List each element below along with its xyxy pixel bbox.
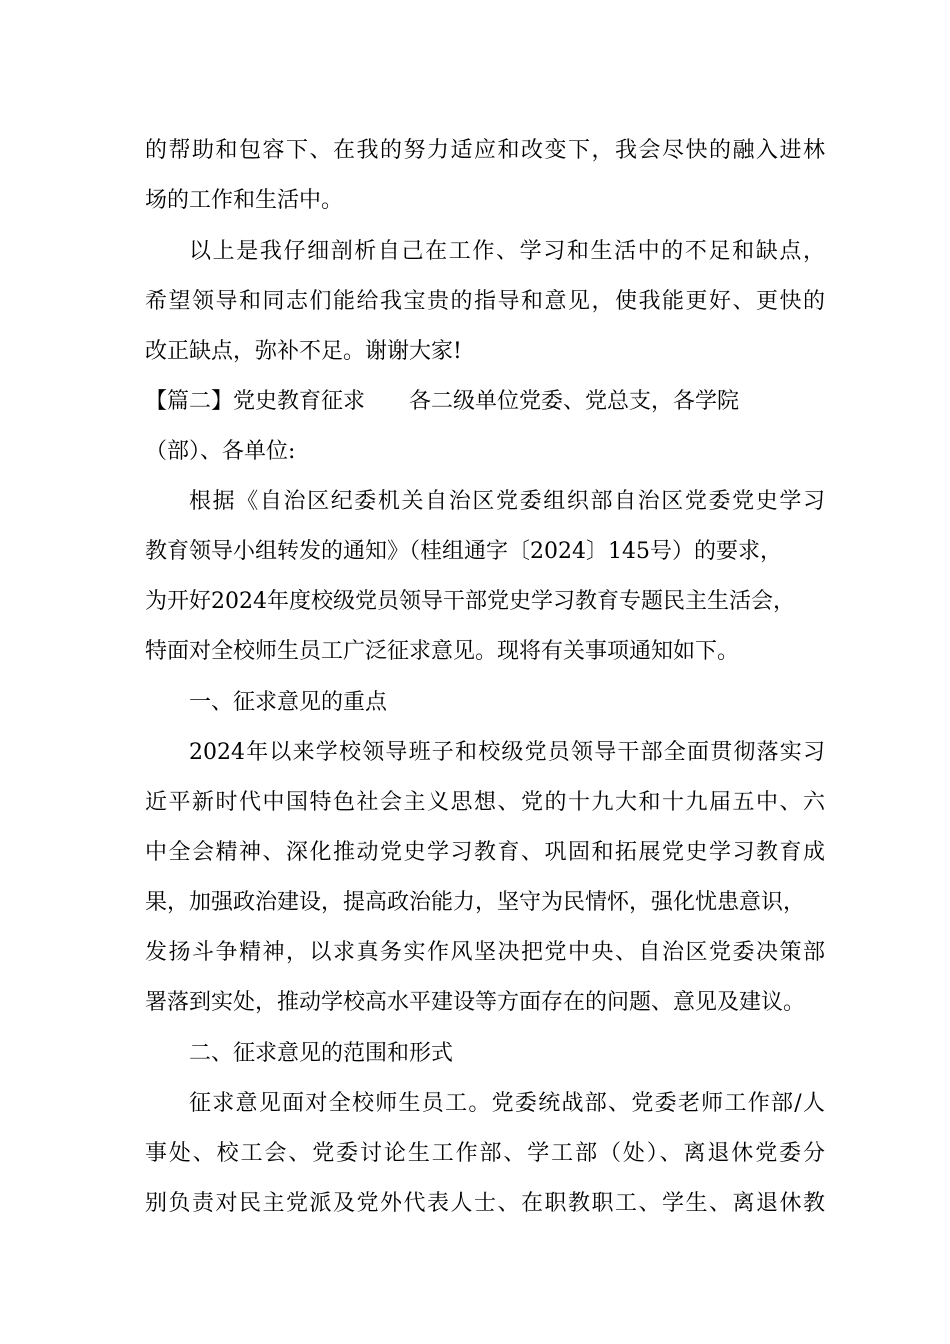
text-line: 近平新时代中国特色社会主义思想、党的十九大和十九届五中、六 [145, 790, 825, 815]
text-line: 希望领导和同志们能给我宝贵的指导和意见，使我能更好、更快的 [145, 289, 825, 314]
subsection-heading: 一、征求意见的重点 [189, 690, 388, 715]
text-line: 征求意见面对全校师生员工。党委统战部、党委老师工作部/人 [189, 1091, 825, 1116]
text-line: 场的工作和生活中。 [145, 188, 344, 213]
text-line: 果，加强政治建设，提高政治能力，坚守为民情怀，强化忧患意识， [145, 890, 806, 915]
text-line: 的帮助和包容下、在我的努力适应和改变下，我会尽快的融入进林 [145, 138, 825, 163]
text-line: 事处、校工会、党委讨论生工作部、学工部（处）、离退休党委分 [145, 1141, 825, 1166]
text-line: 别负责对民主党派及党外代表人士、在职教职工、学生、离退休教 [145, 1191, 825, 1216]
text-line: 署落到实处，推动学校高水平建设等方面存在的问题、意见及建议。 [145, 990, 806, 1015]
text-line: （部）、各单位: [145, 439, 296, 464]
text-line: 教育领导小组转发的通知》（桂组通字〔2024〕145号）的要求， [145, 539, 782, 564]
text-line: 中全会精神、深化推动党史学习教育、巩固和拓展党史学习教育成 [145, 840, 825, 865]
text-line: 为开好2024年度校级党员领导干部党史学习教育专题民主生活会， [145, 589, 795, 614]
subsection-heading: 二、征求意见的范围和形式 [189, 1041, 454, 1066]
text-line: 发扬斗争精神，以求真务实作风坚决把党中央、自治区党委决策部 [145, 940, 825, 965]
text-line: 以上是我仔细剖析自己在工作、学习和生活中的不足和缺点， [189, 239, 825, 264]
text-line: 改正缺点，弥补不足。谢谢大家! [145, 339, 462, 364]
section-heading: 【篇二】党史教育征求 各二级单位党委、党总支，各学院 [145, 389, 740, 414]
text-line: 特面对全校师生员工广泛征求意见。现将有关事项通知如下。 [145, 639, 740, 664]
text-line: 根据《自治区纪委机关自治区党委组织部自治区党委党史学习 [189, 489, 825, 514]
text-line: 2024年以来学校领导班子和校级党员领导干部全面贯彻落实习 [189, 740, 825, 765]
